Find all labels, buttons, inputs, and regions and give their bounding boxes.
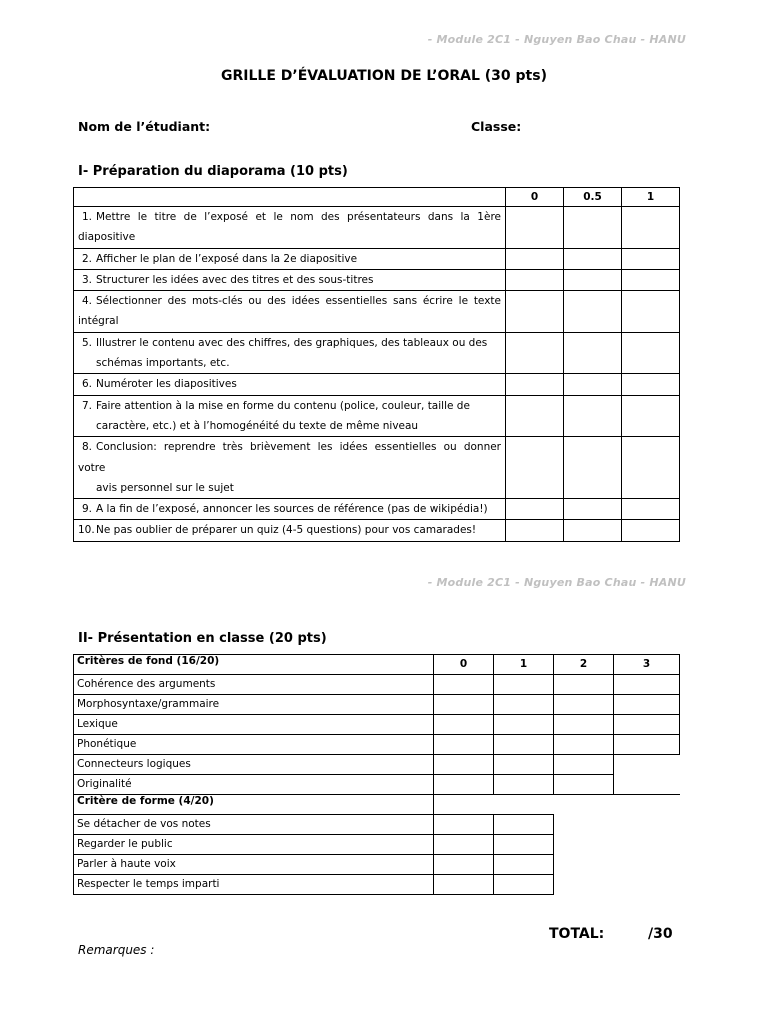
criterion-cell: Originalité [74,775,434,795]
score-cell[interactable] [506,291,564,333]
score-cell[interactable] [494,835,554,855]
table-row [74,332,680,374]
score-cell[interactable] [622,395,680,437]
criterion-text: Sélectionner des mots-clés ou des idées essentielles sans écrire le texte intégral [78,295,501,328]
score-cell[interactable] [622,269,680,290]
score-cell[interactable] [614,675,680,695]
criterion-cell [74,207,506,249]
score-header-2: 2 [554,655,614,675]
score-cell[interactable] [506,269,564,290]
score-cell[interactable] [564,437,622,499]
criterion-cell: Phonétique [74,735,434,755]
score-cell[interactable] [564,207,622,249]
criterion-text: schémas importants, etc. [96,357,230,370]
score-cell[interactable] [506,499,564,520]
empty-cell [554,875,680,895]
score-cell[interactable] [614,715,680,735]
criterion-text: Illustrer le contenu avec des chiffres, des graphiques, des tableaux ou des [96,336,488,349]
table-row [74,207,680,249]
score-cell[interactable] [622,248,680,269]
table-header-row [74,188,680,207]
slideshow-preparation-table [73,187,680,542]
score-cell[interactable] [494,875,554,895]
table-row [74,775,680,795]
score-cell[interactable] [622,374,680,395]
empty-cell [434,795,680,815]
criterion-line [78,396,501,416]
score-cell[interactable] [564,248,622,269]
score-cell[interactable] [564,269,622,290]
table-row [74,248,680,269]
fond-criteria-header: Critères de fond (16/20) [74,655,434,675]
empty-cell [554,855,680,875]
score-cell[interactable] [434,875,494,895]
score-cell[interactable] [622,437,680,499]
criterion-cell: Parler à haute voix [74,855,434,875]
score-cell[interactable] [622,332,680,374]
criterion-cell [74,520,506,541]
criterion-cell [74,291,506,333]
table-row [74,695,680,715]
criterion-text: caractère, etc.) et à l’homogénéité du texte de même niveau [96,419,419,432]
criterion-number: 2. [81,252,92,265]
criterion-cell [74,437,506,499]
score-cell[interactable] [434,775,494,795]
table-row [74,875,680,895]
score-cell[interactable] [434,755,494,775]
score-cell[interactable] [622,520,680,541]
score-cell[interactable] [622,499,680,520]
remarks-label: Remarques : [78,943,155,957]
score-cell[interactable] [564,499,622,520]
score-cell[interactable] [434,735,494,755]
criterion-cell: Cohérence des arguments [74,675,434,695]
criterion-line [78,333,501,353]
class-presentation-table [73,654,680,895]
criterion-text: Numéroter les diapositives [96,378,237,391]
table-row [74,815,680,835]
header-note: - Module 2C1 - Nguyen Bao Chau - HANU [427,33,686,46]
score-header-3: 3 [614,655,680,675]
empty-cell [614,775,680,795]
table-header-row [74,655,680,675]
criterion-cell [74,499,506,520]
score-cell[interactable] [506,395,564,437]
criterion-line [78,207,501,248]
criterion-line [78,374,501,394]
score-cell[interactable] [622,207,680,249]
empty-cell [614,755,680,775]
table-row [74,291,680,333]
score-cell[interactable] [494,815,554,835]
criterion-cell [74,248,506,269]
document-title: GRILLE D’ÉVALUATION DE L’ORAL (30 pts) [221,68,547,84]
score-header-1: 1 [622,188,680,207]
score-cell[interactable] [564,291,622,333]
table-row [74,735,680,755]
score-header-1: 1 [494,655,554,675]
criterion-cell: Se détacher de vos notes [74,815,434,835]
criterion-text: Mettre le titre de l’exposé et le nom des présentateurs dans la 1ère diapositive [78,211,501,244]
score-header-0: 0 [506,188,564,207]
table-row [74,437,680,499]
student-name-label: Nom de l’étudiant: [78,119,211,134]
score-cell[interactable] [506,520,564,541]
score-cell[interactable] [564,395,622,437]
criterion-text: avis personnel sur le sujet [96,481,234,494]
criterion-number: 5. [81,336,92,349]
score-cell[interactable] [434,675,494,695]
score-cell[interactable] [494,695,554,715]
criterion-text: Conclusion: reprendre très brièvement les idées essentielles ou donner votre [78,441,501,474]
criterion-cell: Connecteurs logiques [74,755,434,775]
score-cell[interactable] [554,715,614,735]
table-row [74,499,680,520]
criterion-number: 8. [81,441,92,454]
criterion-cell: Respecter le temps imparti [74,875,434,895]
forme-criteria-header: Critère de forme (4/20) [74,795,434,815]
criterion-number: 3. [81,273,92,286]
table-row [74,835,680,855]
score-cell[interactable] [564,520,622,541]
criterion-number: 7. [81,399,92,412]
section1-title: I- Préparation du diaporama (10 pts) [78,164,348,179]
score-cell[interactable] [622,291,680,333]
section2-title: II- Présentation en classe (20 pts) [78,631,327,646]
criterion-number: 1. [81,211,92,223]
criterion-number: 6. [81,378,92,391]
criterion-cell [74,332,506,374]
score-header-0: 0 [434,655,494,675]
score-cell[interactable] [494,675,554,695]
score-header-0.5: 0.5 [564,188,622,207]
score-cell[interactable] [494,755,554,775]
criterion-cell [74,269,506,290]
table-row [74,374,680,395]
score-cell[interactable] [494,735,554,755]
score-cell[interactable] [494,855,554,875]
criterion-cell: Lexique [74,715,434,735]
total-value: /30 [648,926,673,942]
score-cell[interactable] [614,735,680,755]
empty-cell [554,815,680,835]
score-cell[interactable] [494,715,554,735]
table-row [74,675,680,695]
score-cell[interactable] [434,695,494,715]
header-note-page2: - Module 2C1 - Nguyen Bao Chau - HANU [427,576,686,589]
criterion-line [78,291,501,332]
score-cell[interactable] [506,207,564,249]
score-cell[interactable] [434,855,494,875]
criterion-text: Faire attention à la mise en forme du contenu (police, couleur, taille de [96,399,470,412]
score-cell[interactable] [554,775,614,795]
criterion-text: Afficher le plan de l’exposé dans la 2e diapositive [96,252,358,265]
table-row [74,269,680,290]
table-row [74,755,680,775]
score-cell[interactable] [506,332,564,374]
score-cell[interactable] [434,715,494,735]
criterion-cell: Regarder le public [74,835,434,855]
criterion-line [78,270,501,290]
class-label: Classe: [471,119,522,134]
table-row [74,855,680,875]
criterion-number: 9. [81,503,92,516]
criterion-text: Ne pas oublier de préparer un quiz (4-5 questions) pour vos camarades! [96,524,477,537]
score-cell[interactable] [554,695,614,715]
total-label: TOTAL: [549,926,605,942]
criterion-line [78,520,501,540]
criterion-line [78,249,501,269]
forme-header-row [74,795,680,815]
criterion-cell [74,374,506,395]
score-cell[interactable] [494,775,554,795]
criterion-number: 4. [81,295,92,308]
score-cell[interactable] [506,374,564,395]
empty-cell [554,835,680,855]
criterion-number: 10. [78,524,95,537]
criterion-cell: Morphosyntaxe/grammaire [74,695,434,715]
criterion-line [78,499,501,519]
criterion-text: Structurer les idées avec des titres et des sous-titres [96,273,374,286]
score-cell[interactable] [564,374,622,395]
table-row [74,395,680,437]
criterion-cell [74,395,506,437]
criterion-line [78,437,501,478]
score-cell[interactable] [434,815,494,835]
score-cell[interactable] [554,735,614,755]
score-cell[interactable] [554,675,614,695]
score-cell[interactable] [564,332,622,374]
criterion-text: A la fin de l’exposé, annoncer les sources de référence (pas de wikipédia!) [96,503,488,516]
criterion-header-cell [74,188,506,207]
score-cell[interactable] [506,248,564,269]
table-row [74,715,680,735]
score-cell[interactable] [554,755,614,775]
score-cell[interactable] [434,835,494,855]
score-cell[interactable] [614,695,680,715]
table-row [74,520,680,541]
score-cell[interactable] [506,437,564,499]
